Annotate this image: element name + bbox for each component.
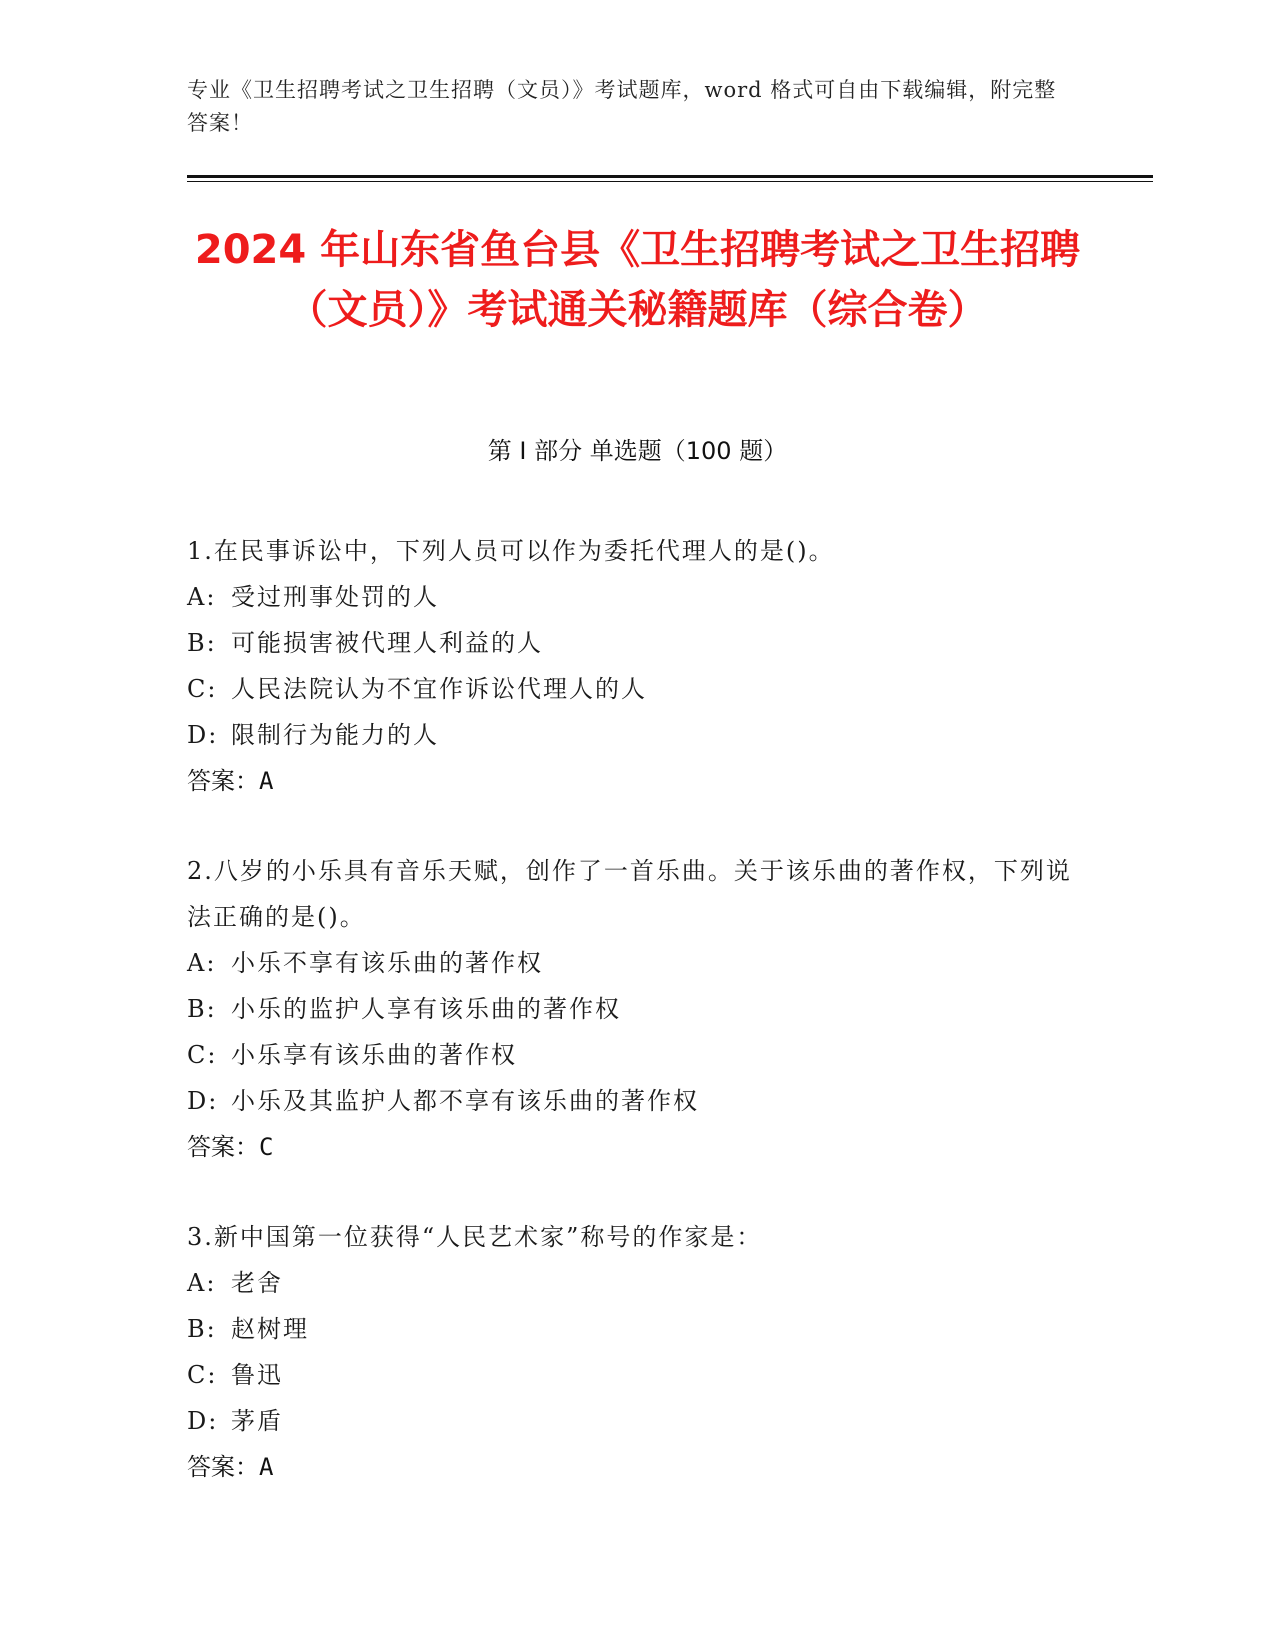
section-heading: 第 I 部分 单选题（100 题） [487,437,788,465]
header-note: 专业《卫生招聘考试之卫生招聘（文员）》考试题库，word 格式可自由下载编辑，附完整答案！ [187,78,1057,135]
option-letter: D: [187,721,219,749]
option-text: 受过刑事处罚的人 [231,583,439,611]
document-title: 2024 年山东省鱼台县《卫生招聘考试之卫生招聘（文员）》考试通关秘籍题库（综合卷） [194,227,1081,333]
answer-value: A [259,767,274,795]
option-text: 赵树理 [231,1315,309,1343]
option-letter: B: [187,629,217,657]
option-c [187,1352,1087,1398]
option-d [187,1398,1087,1444]
question-stem: 2.八岁的小乐具有音乐天赋，创作了一首乐曲。关于该乐曲的著作权，下列说法正确的是()。 [187,857,1072,931]
answer-value: C [259,1133,274,1161]
answer-line [187,1124,1087,1170]
option-c [187,666,1087,712]
option-text: 鲁迅 [231,1361,283,1389]
answer-value: A [259,1453,274,1481]
option-text: 小乐及其监护人都不享有该乐曲的著作权 [231,1087,699,1115]
option-d [187,712,1087,758]
option-a [187,574,1087,620]
question-stem: 3.新中国第一位获得“人民艺术家”称号的作家是： [187,1223,763,1251]
option-b [187,620,1087,666]
option-letter: C: [187,1041,218,1069]
header-rule-thin [187,181,1153,182]
option-letter: B: [187,1315,217,1343]
option-letter: C: [187,675,218,703]
question-stem: 1.在民事诉讼中，下列人员可以作为委托代理人的是()。 [187,537,835,565]
option-b [187,986,1087,1032]
option-a [187,940,1087,986]
option-text: 小乐不享有该乐曲的著作权 [231,949,543,977]
option-letter: C: [187,1361,218,1389]
answer-line [187,1444,1087,1490]
option-d [187,1078,1087,1124]
answer-line [187,758,1087,804]
question-list [187,528,1087,1534]
option-c [187,1032,1087,1078]
option-text: 老舍 [231,1269,283,1297]
option-letter: A: [187,949,217,977]
header-rule-thick [187,175,1153,178]
option-text: 人民法院认为不宜作诉讼代理人的人 [231,675,647,703]
option-text: 小乐享有该乐曲的著作权 [231,1041,517,1069]
option-letter: A: [187,1269,217,1297]
answer-label: 答案： [187,1453,259,1481]
answer-label: 答案： [187,767,259,795]
option-text: 限制行为能力的人 [231,721,439,749]
option-b [187,1306,1087,1352]
option-letter: D: [187,1087,219,1115]
option-letter: D: [187,1407,219,1435]
option-text: 可能损害被代理人利益的人 [231,629,543,657]
option-text: 小乐的监护人享有该乐曲的著作权 [231,995,621,1023]
option-letter: B: [187,995,217,1023]
option-text: 茅盾 [231,1407,283,1435]
option-letter: A: [187,583,217,611]
question-2 [187,848,1087,1170]
answer-label: 答案： [187,1133,259,1161]
question-1 [187,528,1087,804]
option-a [187,1260,1087,1306]
question-3 [187,1214,1087,1490]
